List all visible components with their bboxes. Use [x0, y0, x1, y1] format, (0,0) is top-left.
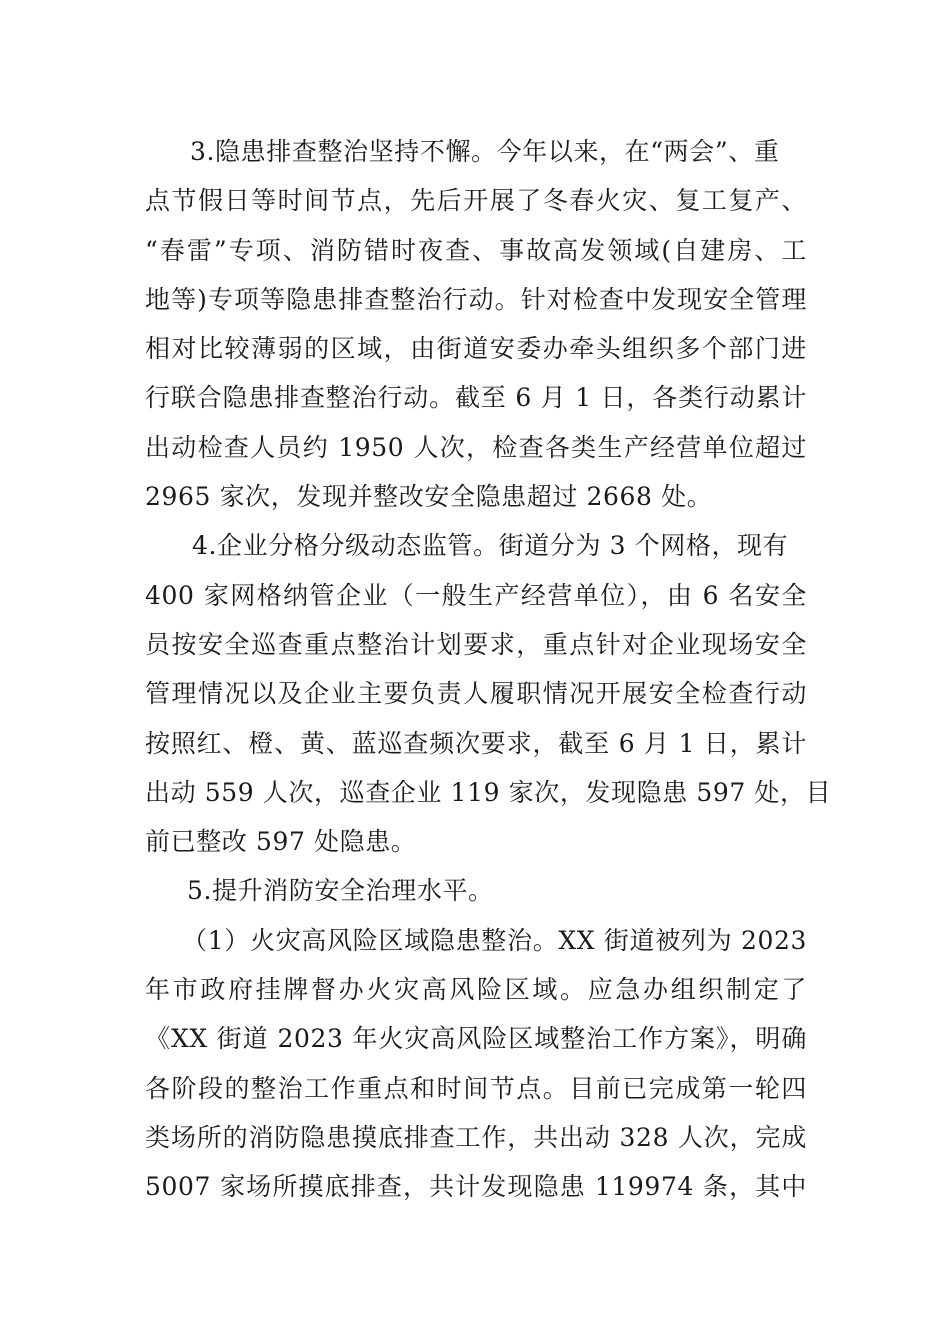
text-line: 《XX 街道 2023 年火灾高风险区域整治工作方案》，明确 — [145, 1024, 807, 1054]
text-line: 相对比较薄弱的区域，由街道安委办牵头组织多个部门进 — [145, 334, 807, 364]
text-line: 2965 家次，发现并整改安全隐患超过 2668 处。 — [145, 482, 713, 512]
text-line: 出动检查人员约 1950 人次，检查各类生产经营单位超过 — [145, 432, 807, 462]
text-line: 管理情况以及企业主要负责人履职情况开展安全检查行动 — [145, 679, 807, 709]
paragraph-enterprise-supervision — [145, 521, 832, 866]
text-line: 400 家网格纳管企业（一般生产经营单位），由 6 名安全 — [145, 580, 807, 610]
text-line: 类场所的消防隐患摸底排查工作，共出动 328 人次，完成 — [145, 1122, 807, 1152]
text-line: 4.企业分格分级动态监管。街道分为 3 个网格，现有 — [192, 531, 789, 561]
paragraph-fire-safety-heading — [145, 866, 807, 915]
text-line: 员按安全巡查重点整治计划要求，重点针对企业现场安全 — [145, 629, 807, 659]
text-line: 按照红、橙、黄、蓝巡查频次要求，截至 6 月 1 日，累计 — [145, 728, 807, 758]
text-line: 年市政府挂牌督办火灾高风险区域。应急办组织制定了 — [145, 975, 807, 1005]
paragraph-fire-risk-area — [145, 916, 807, 1212]
document-body — [145, 127, 832, 1212]
text-line: 5.提升消防安全治理水平。 — [187, 876, 494, 906]
text-line: （1）火灾高风险区域隐患整治。XX 街道被列为 2023 — [182, 925, 807, 955]
text-line: 3.隐患排查整治坚持不懈。今年以来，在“两会”、重 — [190, 137, 780, 166]
text-line: 点节假日等时间节点，先后开展了冬春火灾、复工复产、 — [145, 186, 807, 216]
text-line: “春雷”专项、消防错时夜查、事故高发领域(自建房、工 — [145, 235, 807, 265]
text-line: 行联合隐患排查整治行动。截至 6 月 1 日，各类行动累计 — [145, 383, 807, 413]
text-line: 5007 家场所摸底排查，共计发现隐患 119974 条，其中 — [145, 1172, 807, 1202]
paragraph-hazard-inspection — [145, 127, 807, 521]
text-line: 各阶段的整治工作重点和时间节点。目前已完成第一轮四 — [145, 1073, 807, 1103]
text-line: 地等)专项等隐患排查整治行动。针对检查中发现安全管理 — [145, 284, 807, 314]
text-line: 出动 559 人次，巡查企业 119 家次，发现隐患 597 处，目 — [145, 777, 832, 807]
text-line: 前已整改 597 处隐患。 — [145, 827, 417, 857]
